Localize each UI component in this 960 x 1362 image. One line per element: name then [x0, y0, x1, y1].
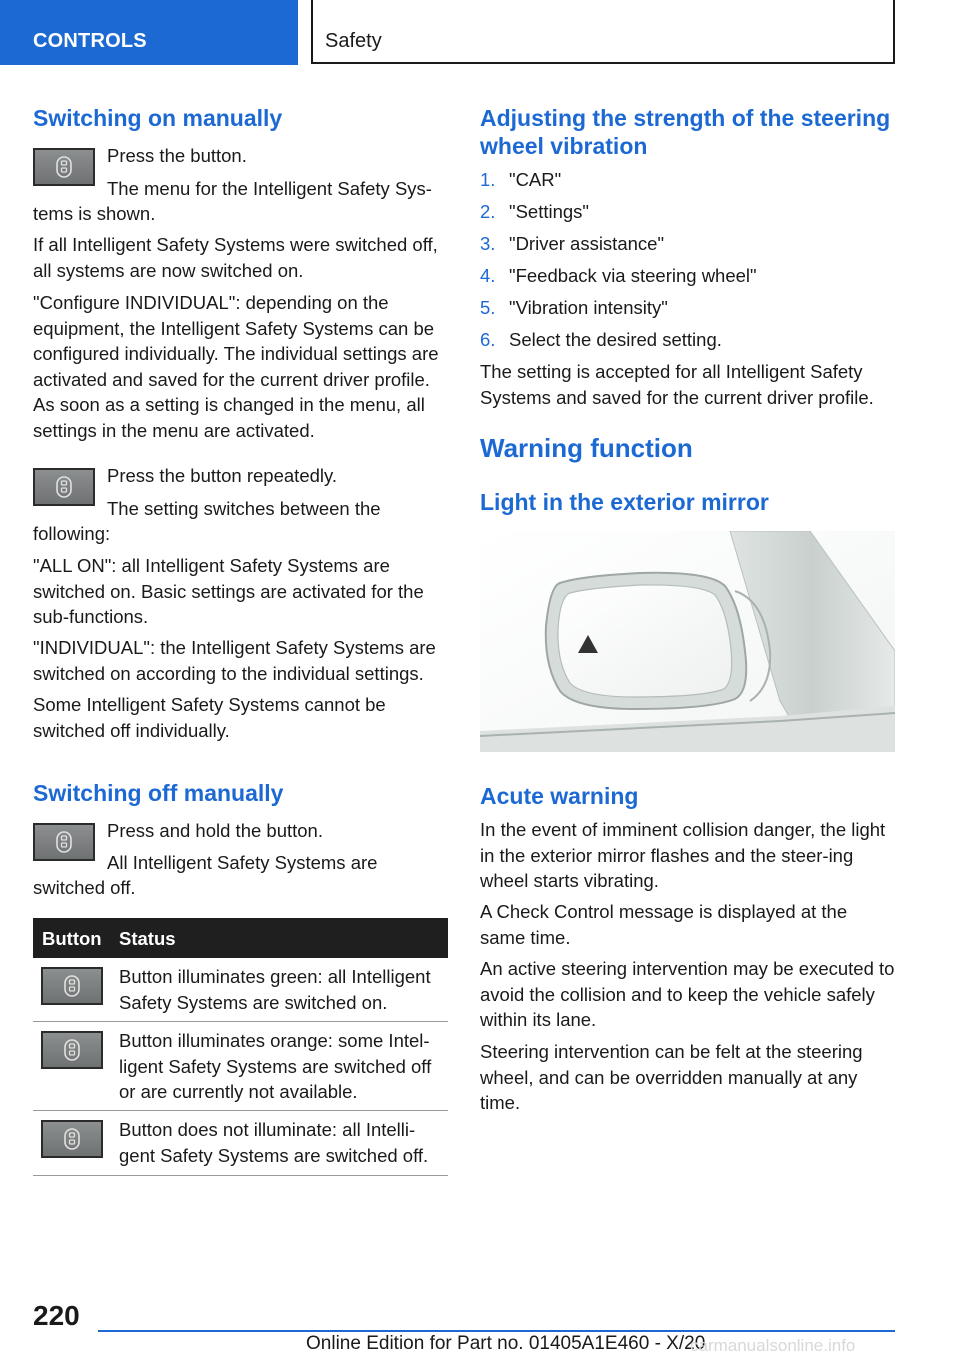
safety-button-icon: [64, 1039, 80, 1061]
paragraph: "Configure INDIVIDUAL": depending on the equipment, the Intelligent Safety Systems can be configured individually. The individual settings are activated and saved for the current driver profile. As soon as a setting is changed in the menu, all settings in the menu are activated.: [33, 292, 439, 441]
step-number: 2.: [480, 201, 496, 222]
footer-rule: [98, 1330, 895, 1332]
list-item: [480, 327, 895, 359]
instruction-press-repeat: Press the button repeatedly.: [107, 465, 338, 486]
table-header: [33, 918, 448, 958]
safety-button-icon: [56, 831, 72, 853]
paragraph: Some Intelligent Safety Systems cannot be switched off individually.: [33, 694, 386, 741]
list-item: [480, 295, 895, 327]
paragraph: A Check Control message is displayed at the same time.: [480, 901, 848, 948]
column-header-button: Button: [42, 928, 102, 949]
step-number: 6.: [480, 329, 496, 350]
step-number: 1.: [480, 169, 496, 190]
safety-button-image: [33, 148, 95, 186]
column-header-status: Status: [119, 928, 176, 949]
switching-on-heading: Switching on manually: [33, 105, 283, 131]
status-text: Button illuminates green: all Intelligent Safety Systems are switched on.: [119, 966, 431, 1013]
paragraph: In the event of imminent collision danger, the light in the exterior mirror flashes and the steer‐ing wheel starts vibrating.: [480, 819, 886, 891]
warning-function-heading: Warning function: [480, 433, 693, 463]
step-text: "CAR": [509, 169, 562, 190]
safety-button-image: [41, 1031, 103, 1069]
adjusting-heading: Adjusting the strength of the steering wheel vibration: [480, 105, 891, 159]
table-row: [33, 1111, 448, 1176]
paragraph: If all Intelligent Safety Systems were switched off, all systems are now switched on.: [33, 234, 438, 281]
instruction-menu: The menu for the Intelligent Safety Sys‐: [107, 178, 432, 199]
safety-button-icon: [56, 476, 72, 498]
safety-button-image: [41, 1120, 103, 1158]
safety-button-icon: [56, 156, 72, 178]
safety-button-icon: [64, 975, 80, 997]
switching-off-heading: Switching off manually: [33, 780, 284, 806]
instruction-off-cont: switched off.: [33, 877, 136, 898]
chapter-title: Safety: [325, 30, 382, 52]
section-tab: [0, 0, 298, 65]
paragraph: "INDIVIDUAL": the Intelligent Safety Systems are switched on according to the individual settings.: [33, 637, 436, 684]
instruction-setting: The setting switches between the: [107, 498, 381, 519]
table-row: [33, 1022, 448, 1111]
safety-button-image: [33, 823, 95, 861]
list-item: [480, 263, 895, 295]
status-text: Button does not illuminate: all Intelli‐gent Safety Systems are switched off.: [119, 1119, 429, 1166]
list-item: [480, 199, 895, 231]
edition-text: Online Edition for Part no. 01405A1E460 - X/20: [306, 1333, 706, 1354]
watermark-text: carmanualsonline.info: [690, 1336, 856, 1355]
step-number: 3.: [480, 233, 496, 254]
paragraph: Steering intervention can be felt at the steering wheel, and can be overridden manually at any time.: [480, 1041, 863, 1113]
section-title: CONTROLS: [33, 30, 147, 52]
step-number: 4.: [480, 265, 496, 286]
instruction-off: All Intelligent Safety Systems are: [107, 852, 378, 873]
status-text: Button illuminates orange: some Intel‐ligent Safety Systems are switched off or are currently not available.: [119, 1030, 432, 1102]
exterior-mirror-heading: Light in the exterior mirror: [480, 489, 769, 515]
step-number: 5.: [480, 297, 496, 318]
step-text: "Vibration intensity": [509, 297, 668, 318]
paragraph: The setting is accepted for all Intelligent Safety Systems and saved for the current driver profile.: [480, 361, 874, 408]
step-text: "Settings": [509, 201, 589, 222]
step-text: Select the desired setting.: [509, 329, 722, 350]
safety-button-image: [33, 468, 95, 506]
list-item: [480, 167, 895, 199]
instruction-setting-cont: following:: [33, 523, 111, 544]
exterior-mirror-icon: [480, 531, 895, 752]
list-item: [480, 231, 895, 263]
table-row: [33, 958, 448, 1022]
step-text: "Feedback via steering wheel": [509, 265, 757, 286]
instruction-hold: Press and hold the button.: [107, 820, 323, 841]
steps-list: [480, 167, 895, 359]
chapter-tab: [311, 0, 895, 64]
paragraph: "ALL ON": all Intelligent Safety Systems are switched on. Basic settings are activated for the sub-functions.: [33, 555, 424, 627]
instruction-press: Press the button.: [107, 145, 247, 166]
safety-button-icon: [64, 1128, 80, 1150]
instruction-menu-cont: tems is shown.: [33, 203, 156, 224]
safety-button-image: [41, 967, 103, 1005]
paragraph: An active steering intervention may be executed to avoid the collision and to keep the vehicle safely within its lane.: [480, 958, 895, 1030]
page-number: 220: [33, 1300, 80, 1331]
exterior-mirror-illustration: [480, 531, 895, 752]
acute-warning-heading: Acute warning: [480, 783, 639, 809]
step-text: "Driver assistance": [509, 233, 665, 254]
